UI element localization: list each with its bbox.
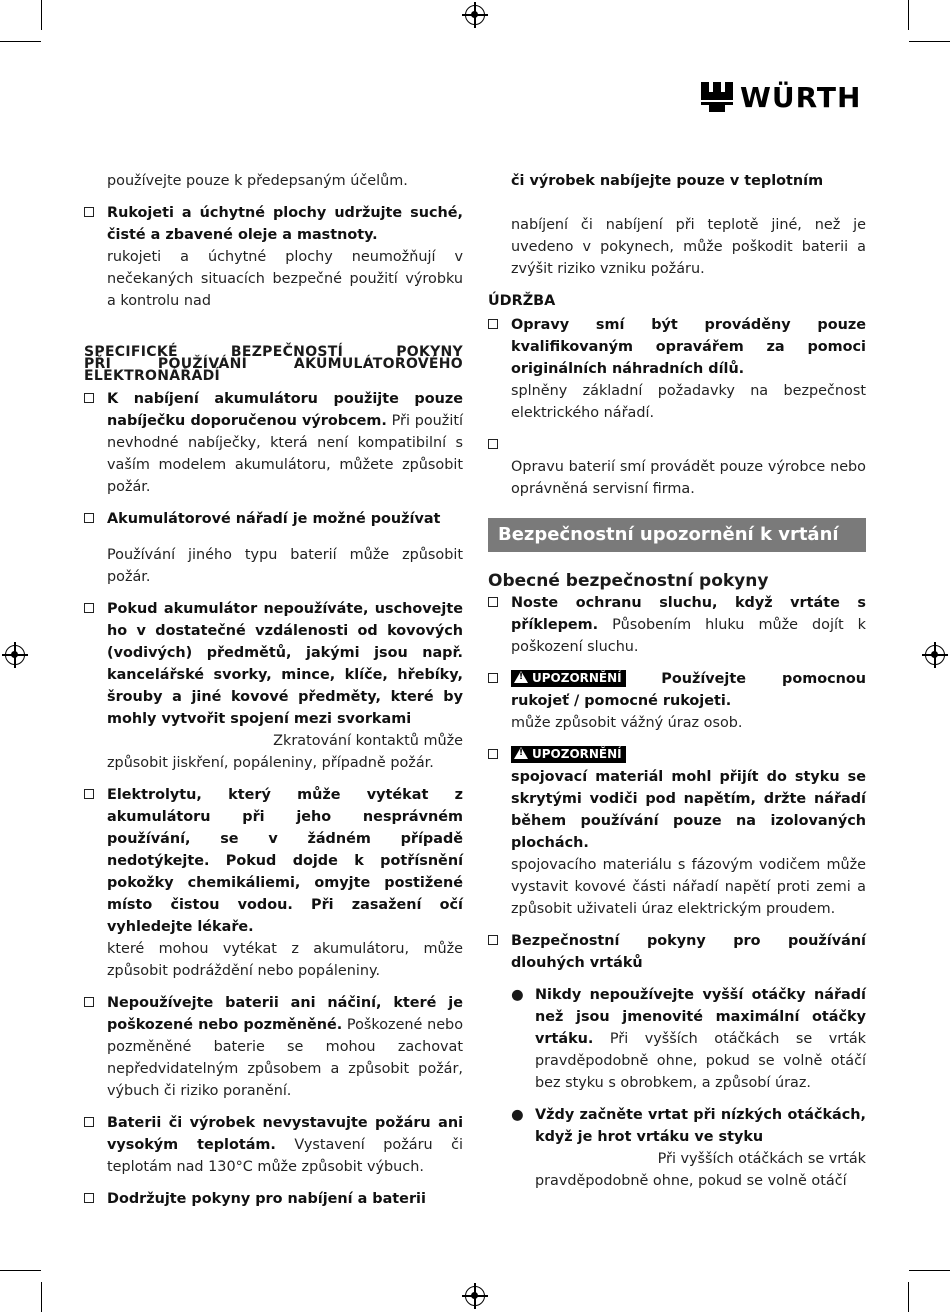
repairs-text: splněny základní požadavky na bezpečnost elektrického nářadí. — [511, 383, 866, 421]
crop-mark-tl-v — [41, 0, 42, 30]
list-item-hidden-wires — [488, 744, 866, 920]
bullet-item-low-speed — [488, 1104, 866, 1192]
list-item-storage — [84, 598, 463, 774]
storage-text-1: Zkratování kontaktů může — [273, 733, 463, 749]
general-safety-heading: Obecné bezpečnostní pokyny — [488, 571, 769, 591]
charger-bold: K nabíjení akumulátoru použijte pouze nabíječku doporučenou výrobcem. — [107, 391, 463, 429]
crop-mark-bl-h — [0, 1270, 41, 1271]
crop-mark-tr-h — [909, 41, 950, 42]
list-item-damaged — [84, 992, 463, 1102]
list-item-long-bits — [488, 930, 866, 974]
right-column — [488, 170, 866, 1192]
electrolyte-text: které mohou vytékat z akumulátoru, může způsobit podráždění nebo popáleniny. — [107, 941, 463, 979]
brand-name: WÜRTH — [740, 80, 862, 114]
section-heading-battery-tools — [84, 346, 463, 382]
registration-mark-right-icon — [925, 645, 945, 665]
warning-triangle-icon — [514, 671, 528, 683]
checkbox-square-icon — [84, 1193, 94, 1203]
low-speed-text-1: Při vyšších otáčkách se vrták — [657, 1151, 866, 1167]
damaged-bold: Nepoužívejte baterii ani náčiní, které je poškozené nebo pozměněné. — [107, 995, 463, 1033]
warning-badge: !UPOZORNĚNÍ — [511, 746, 626, 763]
warning-badge: !UPOZORNĚNÍ — [511, 670, 626, 687]
charging-cont-bold: či výrobek nabíjejte pouze v teplotním — [511, 173, 824, 189]
aux-handle-text: může způsobit vážný úraz osob. — [511, 715, 743, 731]
heading-line-2: PŘI POUŽÍVÁNÍ AKUMULÁTOROVÉHO — [84, 356, 463, 372]
registration-mark-bottom-icon — [465, 1286, 485, 1306]
charger-text: Při použití nevhodné nabíječky, která není kompatibilní s vaším modelem akumulátoru, můžete způsobit požár. — [107, 413, 463, 495]
checkbox-square-icon — [84, 207, 94, 217]
list-item-battery-repair — [488, 434, 866, 500]
fire-bold: Baterii či výrobek nevystavujte požáru ani vysokým teplotám. — [107, 1115, 463, 1153]
warning-triangle-icon — [514, 747, 528, 759]
list-item-repairs — [488, 314, 866, 424]
long-bits-bold: Bezpečnostní pokyny pro používání dlouhých vrtáků — [511, 933, 866, 971]
checkbox-square-icon — [84, 997, 94, 1007]
hearing-bold: Noste ochranu sluchu, když vrtáte s příklepem. — [511, 595, 866, 633]
battery-repair-text: Opravu baterií smí provádět pouze výrobce nebo oprávněná servisní firma. — [511, 459, 866, 497]
list-item-hearing — [488, 592, 866, 658]
checkbox-square-icon — [488, 935, 498, 945]
list-item-battery-tool — [84, 508, 463, 588]
list-item-charger — [84, 388, 463, 498]
crop-mark-tl-h — [0, 41, 41, 42]
section-banner-drilling: Bezpečnostní upozornění k vrtání — [488, 518, 866, 552]
wurth-logo-icon — [700, 80, 734, 114]
bullet-item-speed — [488, 984, 866, 1094]
hidden-wires-text: spojovacího materiálu s fázovým vodičem může vystavit kovové části nářadí napětí proti zemi a způsobit uživateli úraz elektrickým proudem. — [511, 857, 866, 917]
maintenance-heading: ÚDRŽBA — [488, 293, 556, 309]
list-item-charging — [84, 1188, 463, 1210]
heading-line-1: SPECIFICKÉ BEZPEČNOSTÍ POKYNY — [84, 344, 463, 360]
intro-text: používejte pouze k předepsaným účelům. — [107, 173, 408, 189]
repairs-bold: Opravy smí být prováděny pouze kvalifikovaným opravářem za pomoci originálních náhradních dílů. — [511, 317, 866, 377]
heading-line-3: ELEKTRONÁŘADÍ — [84, 368, 221, 384]
handles-bold: Rukojeti a úchytné plochy udržujte suché, čisté a zbavené oleje a mastnoty. — [107, 205, 463, 243]
left-column — [84, 170, 463, 1210]
speed-bold: Nikdy nepoužívejte vyšší otáčky nářadí než jsou jmenovité maximální otáčky vrtáku. — [535, 987, 866, 1047]
charging-cont-text: nabíjení či nabíjení při teplotě jiné, než je uvedeno v pokynech, může poškodit baterii a zvýšit riziko vzniku požáru. — [511, 217, 866, 277]
registration-mark-left-icon — [5, 645, 25, 665]
crop-mark-tr-v — [908, 0, 909, 30]
storage-bold: Pokud akumulátor nepoužíváte, uschovejte ho v dostatečné vzdálenosti od kovových (vodivých) předmětů, jakými jsou např. kancelářské svorky, mince, klíče, hřebíky, šrouby a jiné kovové předměty, které by mohly vytvořit spojení mezi svorkami — [107, 601, 463, 727]
checkbox-square-icon — [84, 603, 94, 613]
list-item-fire — [84, 1112, 463, 1178]
checkbox-square-icon — [488, 319, 498, 329]
checkbox-square-icon — [84, 1117, 94, 1127]
checkbox-square-icon — [488, 749, 498, 759]
low-speed-text-2: pravděpodobně ohne, pokud se volně otáčí — [535, 1173, 847, 1189]
storage-text-2: způsobit jiskření, popáleniny, případně požár. — [107, 755, 434, 771]
list-item-electrolyte — [84, 784, 463, 982]
list-item-aux-handle — [488, 668, 866, 734]
checkbox-square-icon — [84, 513, 94, 523]
brand-logo — [700, 80, 861, 114]
checkbox-square-icon — [488, 673, 498, 683]
battery-tool-bold: Akumulátorové nářadí je možné používat — [107, 511, 441, 527]
crop-mark-bl-v — [41, 1282, 42, 1312]
registration-mark-top-icon — [465, 5, 485, 25]
aux-handle-bold: Používejte pomocnou rukojeť / pomocné rukojeti. — [511, 671, 866, 709]
list-item-handles — [84, 202, 463, 312]
checkbox-square-icon — [488, 439, 498, 449]
crop-mark-br-v — [908, 1282, 909, 1312]
checkbox-square-icon — [488, 597, 498, 607]
bullet-dot-icon: ● — [511, 1107, 524, 1123]
electrolyte-bold: Elektrolytu, který může vytékat z akumulátoru při jeho nesprávném používání, se v žádném případě nedotýkejte. Pokud dojde k potřísnění pokožky chemikáliemi, omyjte postižené místo čistou vodou. Při zasažení očí vyhledejte lékaře. — [107, 787, 463, 935]
hidden-wires-bold: spojovací materiál mohl přijít do styku se skrytými vodiči pod napětím, držte nářadí během používání pouze na izolovaných plochách. — [511, 769, 866, 851]
hearing-text: Působením hluku může dojít k poškození sluchu. — [511, 617, 867, 655]
fire-text: Vystavení požáru či teplotám nad 130°C může způsobit výbuch. — [107, 1137, 464, 1175]
checkbox-square-icon — [84, 393, 94, 403]
charging-bold: Dodržujte pokyny pro nabíjení a baterii — [107, 1191, 426, 1207]
low-speed-bold: Vždy začněte vrtat při nízkých otáčkách, když je hrot vrtáku ve styku — [535, 1107, 866, 1145]
handles-text: rukojeti a úchytné plochy neumožňují v nečekaných situacích bezpečné použití výrobku a kontrolu nad — [107, 249, 463, 309]
bullet-dot-icon: ● — [511, 987, 524, 1003]
speed-text: Při vyšších otáčkách se vrták pravděpodobně ohne, pokud se volně otáčí bez styku s obrobkem, a způsobí úraz. — [535, 1031, 866, 1091]
damaged-text: Poškozené nebo pozměněné baterie se mohou zachovat nepředvidatelným způsobem a způsobit požár, výbuch či riziko poranění. — [107, 1017, 463, 1099]
checkbox-square-icon — [84, 789, 94, 799]
battery-tool-text: Používání jiného typu baterií může způsobit požár. — [107, 547, 463, 585]
crop-mark-br-h — [909, 1270, 950, 1271]
